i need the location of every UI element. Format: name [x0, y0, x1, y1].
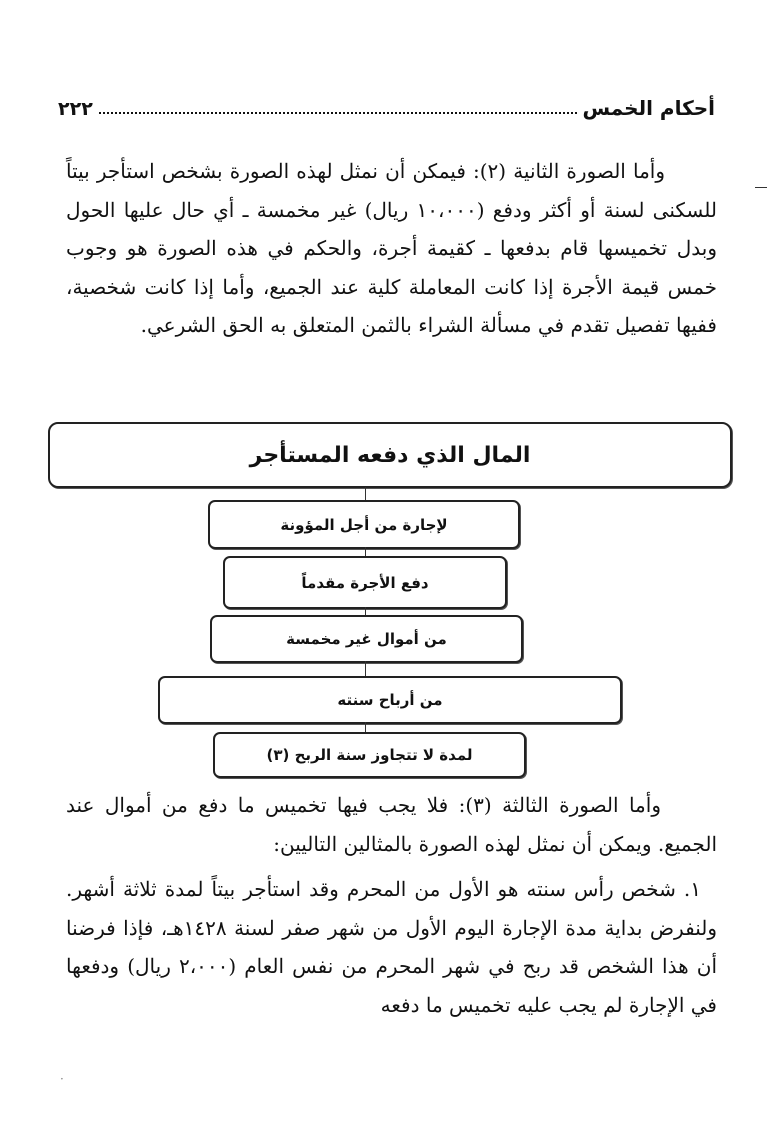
text-line: الجميع، وأما إذا كانت شخصية، ففيها تفصيل تقدم في مسألة الشراء [66, 274, 717, 337]
text-line: عليها الحول وبدل تخميسها قام بدفعها ـ كقيمة أجرة، والحكم في هذه [66, 197, 717, 260]
text-line: ثلاثة أشهر. ولنفرض بداية مدة الإجارة اليوم الأول من شهر صفر لسنة [66, 877, 717, 940]
diagram-box-rent-for-provision: لإجارة من أجل المؤونة [208, 500, 520, 549]
page-number: ٢٢٢ [58, 98, 93, 120]
diagram-box-unfifthed-funds: من أموال غير مخمسة [210, 615, 523, 663]
diagram-box-duration-limit: لمدة لا تتجاوز سنة الربح (٣) [213, 732, 526, 778]
text-line: ١٤٢٨هـ، فإذا فرضنا أن هذا الشخص قد ربح في شهر المحرم من نفس [66, 915, 717, 978]
text-line: ١. شخص رأس سنته هو الأول من المحرم وقد استأجر بيتاً لمدة [156, 877, 701, 901]
scan-speck: · [60, 1072, 64, 1086]
diagram-box-year-profits: من أرباح سنته [158, 676, 622, 724]
paragraph-example-one [66, 870, 717, 1024]
paragraph-second-case [66, 152, 717, 345]
diagram-box-rent-paid-in-advance: دفع الأجرة مقدماً [223, 556, 507, 609]
text-line: بيتاً للسكنى لسنة أو أكثر ودفع (١٠،٠٠٠ ريال) غير مخمسة ـ أي حال [66, 159, 717, 222]
chapter-title: أحكام الخمس [582, 96, 715, 120]
text-line: الصورة هو وجوب خمس قيمة الأجرة إذا كانت المعاملة كلية عند [66, 236, 717, 299]
running-header [58, 90, 715, 120]
diagram-connector [365, 487, 366, 501]
text-line: وأما الصورة الثالثة (٣): فلا يجب فيها تخميس ما دفع من أموال عند [66, 793, 661, 817]
text-line: العام (٢،٠٠٠ ريال) ودفعها في الإجارة لم يجب عليه تخميس ما دفعه [66, 954, 717, 1017]
diagram-connector [365, 661, 366, 677]
text-line: بالثمن المتعلق به الحق الشرعي. [140, 313, 412, 337]
paragraph-third-case [66, 786, 717, 863]
text-line: الجميع. ويمكن أن نمثل لهذه الصورة بالمثالين التاليين: [273, 831, 717, 856]
dotted-leader [99, 112, 577, 114]
margin-mark [755, 187, 767, 188]
diagram-main-box: المال الذي دفعه المستأجر [48, 422, 732, 488]
text-line: وأما الصورة الثانية (٢): فيمكن أن نمثل لهذه الصورة بشخص استأجر [89, 159, 665, 183]
